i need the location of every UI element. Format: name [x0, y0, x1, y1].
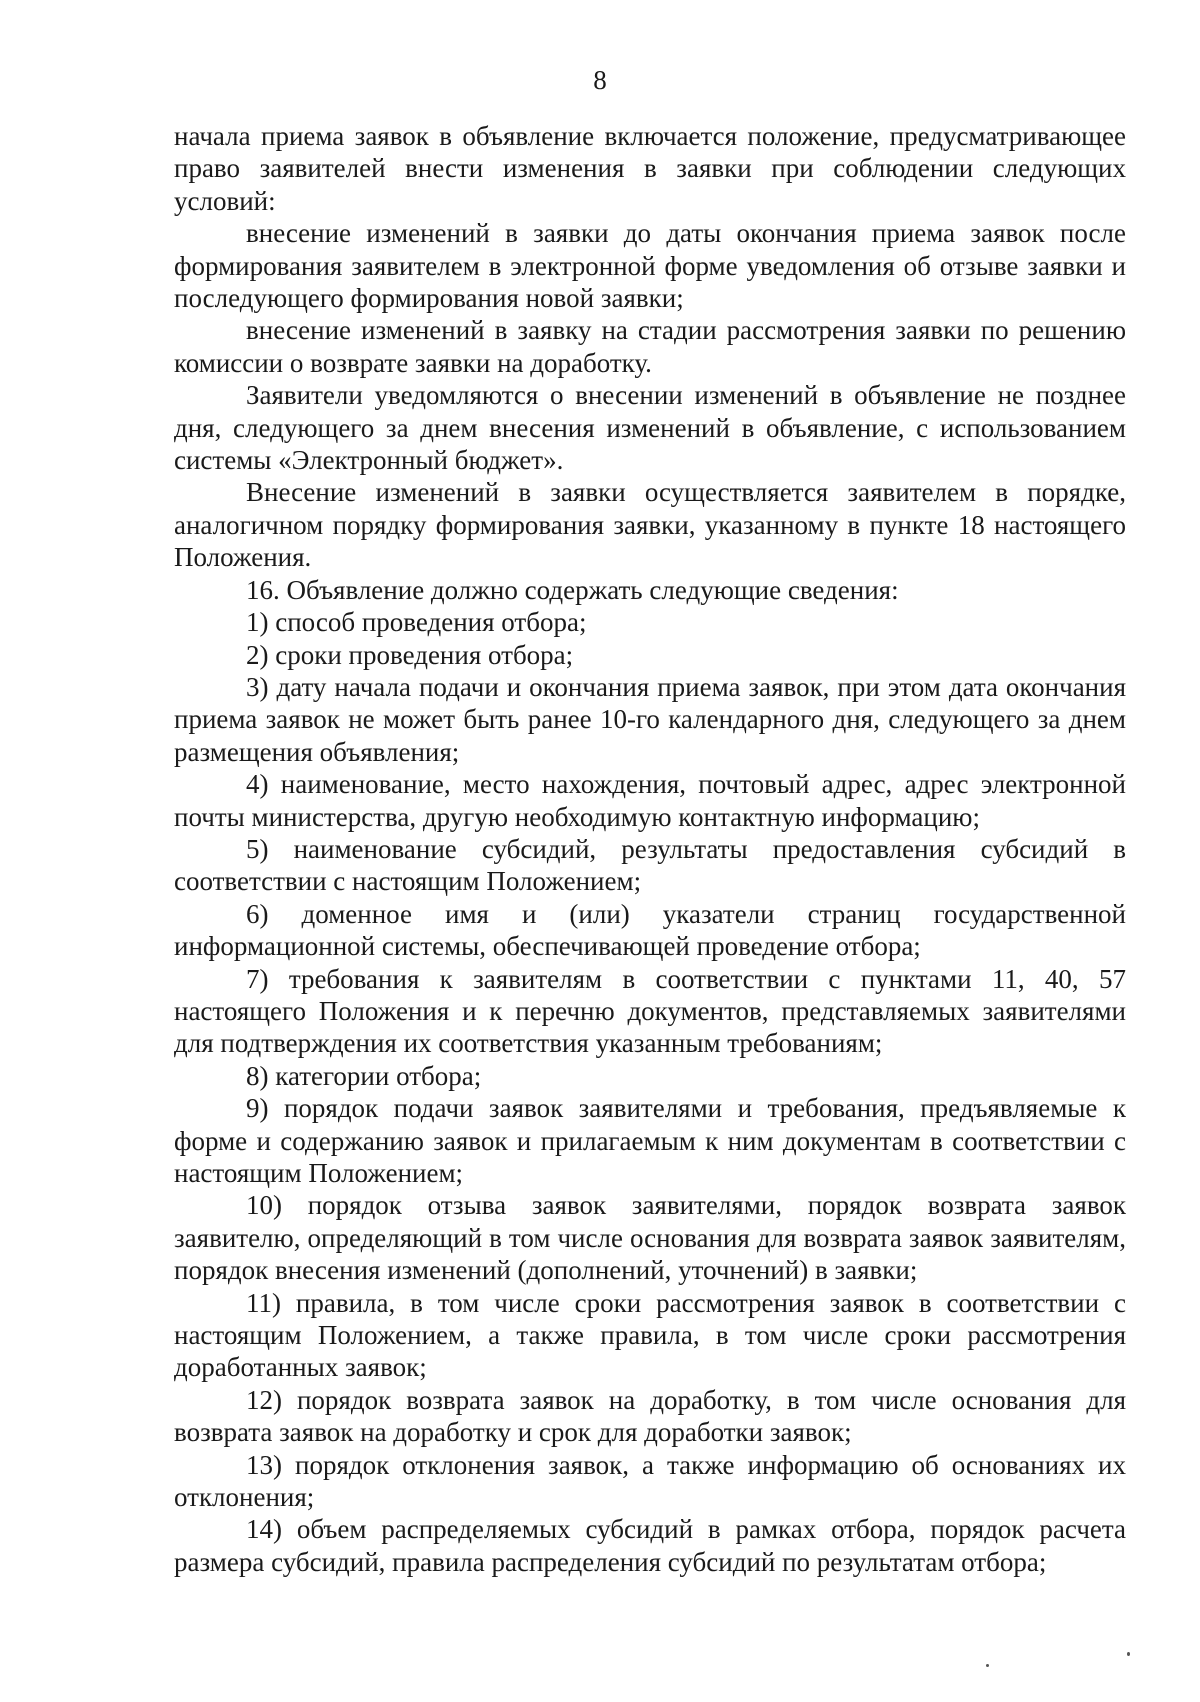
list-item: 9) порядок подачи заявок заявителями и требования, предъявляемые к форме и содержанию заявок и прилагаемым к ним документам в соответствии с настоящим Положением;: [174, 1093, 1126, 1188]
list-item: 5) наименование субсидий, результаты предоставления субсидий в соответствии с настоящим Положением;: [174, 833, 1126, 897]
list-item: 1) способ проведения отбора;: [246, 607, 587, 638]
page-number: 8: [593, 65, 607, 95]
section-heading-16: 16. Объявление должно содержать следующие сведения:: [246, 574, 899, 605]
list-item: 7) требования к заявителям в соответствии с пунктами 11, 40, 57 настоящего Положения и к перечню документов, представляемых заявителями для подтверждения их соответствия указанным требованиям;: [174, 963, 1126, 1059]
paragraph: Заявители уведомляются о внесении изменений в объявление не позднее дня, следующего за днем внесения изменений в объявление, с использованием системы «Электронный бюджет».: [174, 380, 1126, 476]
scan-speck: [986, 1664, 989, 1667]
paragraph: Внесение изменений в заявки осуществляется заявителем в порядке, аналогичном порядку формирования заявки, указанному в пункте 18 настоящего Положения.: [174, 477, 1126, 573]
document-body: [174, 120, 1126, 1578]
list-item: 2) сроки проведения отбора;: [246, 639, 574, 670]
list-item: 12) порядок возврата заявок на доработку, в том числе основания для возврата заявок на доработку и срок для доработки заявок;: [174, 1384, 1126, 1448]
list-item: 3) дату начала подачи и окончания приема заявок, при этом дата окончания приема заявок не может быть ранее 10-го календарного дня, следующего за днем размещения объявления;: [174, 671, 1126, 767]
list-item: 6) доменное имя и (или) указатели страниц государственной информационной системы, обеспечивающей проведение отбора;: [174, 898, 1126, 962]
paragraph: внесение изменений в заявки до даты окончания приема заявок после формирования заявителем в электронной форме уведомления об отзыве заявки и последующего формирования новой заявки;: [174, 218, 1126, 314]
list-item: 14) объем распределяемых субсидий в рамках отбора, порядок расчета размера субсидий, правила распределения субсидий по результатам отбора;: [174, 1514, 1126, 1577]
list-item: 8) категории отбора;: [246, 1060, 482, 1091]
scan-speck: [1127, 1652, 1130, 1656]
list-item: 11) правила, в том числе сроки рассмотрения заявок в соответствии с настоящим Положением, а также правила, в том числе сроки рассмотрения доработанных заявок;: [174, 1287, 1126, 1383]
list-item: 10) порядок отзыва заявок заявителями, порядок возврата заявок заявителю, определяющий в том числе основания для возврата заявок заявителям, порядок внесения изменений (дополнений, уточнений) в заявки;: [174, 1190, 1126, 1286]
paragraph-continuation: начала приема заявок в объявление включается положение, предусматривающее право заявителей внести изменения в заявки при соблюдении следующих условий:: [174, 121, 1126, 216]
paragraph: внесение изменений в заявку на стадии рассмотрения заявки по решению комиссии о возврате заявки на доработку.: [174, 315, 1126, 378]
list-item: 4) наименование, место нахождения, почтовый адрес, адрес электронной почты министерства, другую необходимую контактную информацию;: [174, 769, 1126, 832]
list-item: 13) порядок отклонения заявок, а также информацию об основаниях их отклонения;: [174, 1449, 1126, 1513]
